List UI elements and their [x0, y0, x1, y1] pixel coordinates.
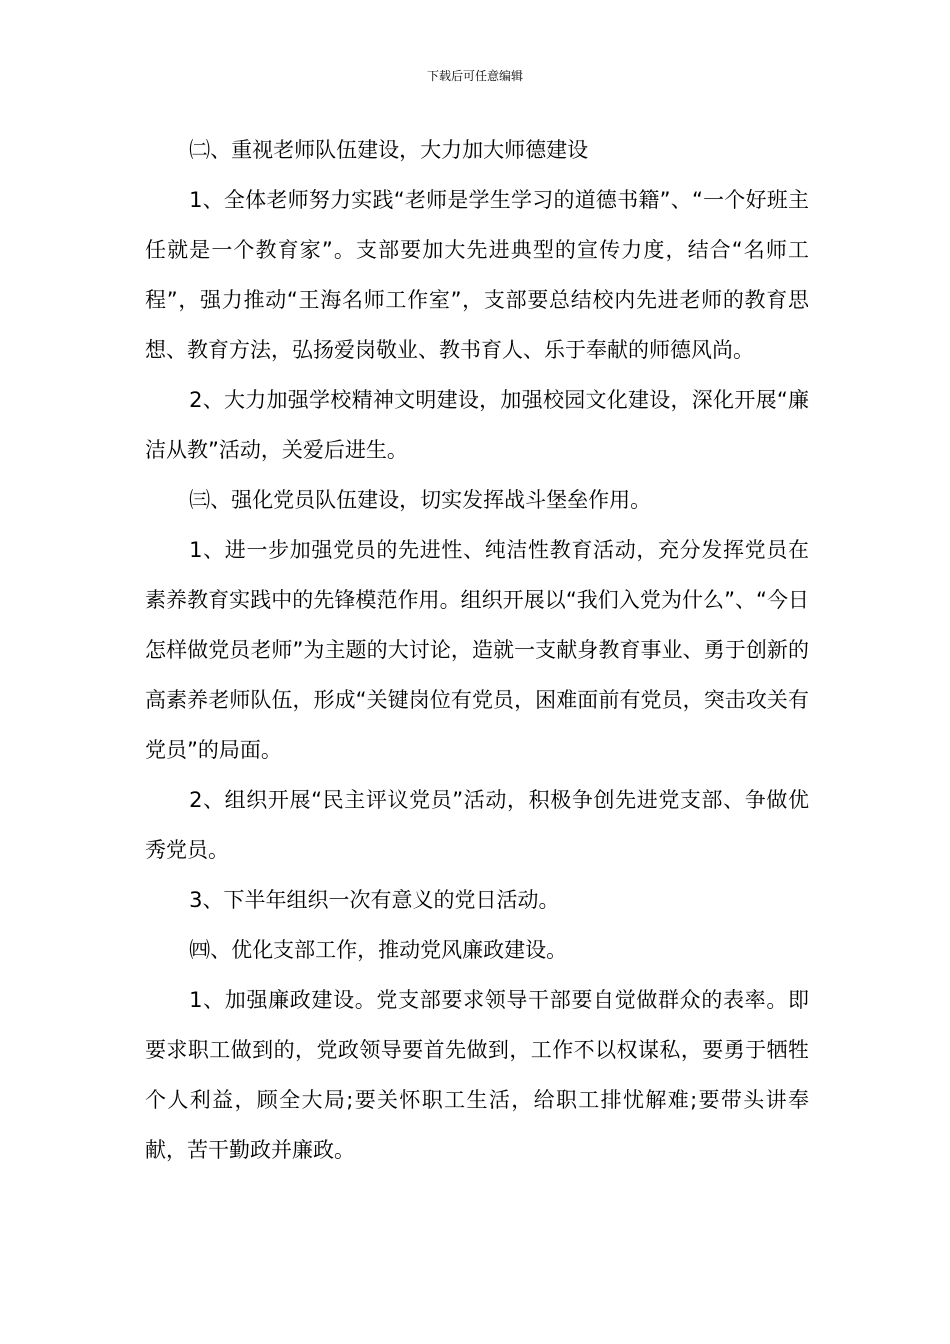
section-heading-4: ㈣、优化支部工作，推动党风廉政建设。 [189, 938, 568, 962]
paragraph: 2、大力加强学校精神文明建设，加强校园文化建设，深化开展“廉洁从教”活动，关爱后进生。 [145, 388, 809, 462]
paragraph: 1、加强廉政建设。党支部要求领导干部要自觉做群众的表率。即要求职工做到的，党政领导要首先做到，工作不以权谋私，要勇于牺牲个人利益，顾全大局;要关怀职工生活，给职工排忧解难;要带头讲奉献，苦干勤政并廉政。 [145, 988, 809, 1162]
paragraph: 1、进一步加强党员的先进性、纯洁性教育活动，充分发挥党员在素养教育实践中的先锋模范作用。组织开展以“我们入党为什么”、“今日怎样做党员老师”为主题的大讨论，造就一支献身教育事业、勇于创新的高素养老师队伍，形成“关键岗位有党员，困难面前有党员，突击攻关有党员”的局面。 [145, 538, 809, 762]
paragraph: 3、下半年组织一次有意义的党日活动。 [189, 888, 560, 912]
document-body [145, 125, 809, 1175]
section-heading-3: ㈢、强化党员队伍建设，切实发挥战斗堡垒作用。 [189, 488, 652, 512]
section-heading-2: ㈡、重视老师队伍建设，大力加大师德建设 [189, 138, 589, 162]
paragraph: 1、全体老师努力实践“老师是学生学习的道德书籍”、“一个好班主任就是一个教育家”。支部要加大先进典型的宣传力度，结合“名师工程”，强力推动“王海名师工作室”，支部要总结校内先进老师的教育思想、教育方法，弘扬爱岗敬业、教书育人、乐于奉献的师德风尚。 [145, 188, 809, 362]
page-header-note: 下载后可任意编辑 [426, 69, 523, 83]
paragraph: 2、组织开展“民主评议党员”活动，积极争创先进党支部、争做优秀党员。 [145, 788, 809, 862]
